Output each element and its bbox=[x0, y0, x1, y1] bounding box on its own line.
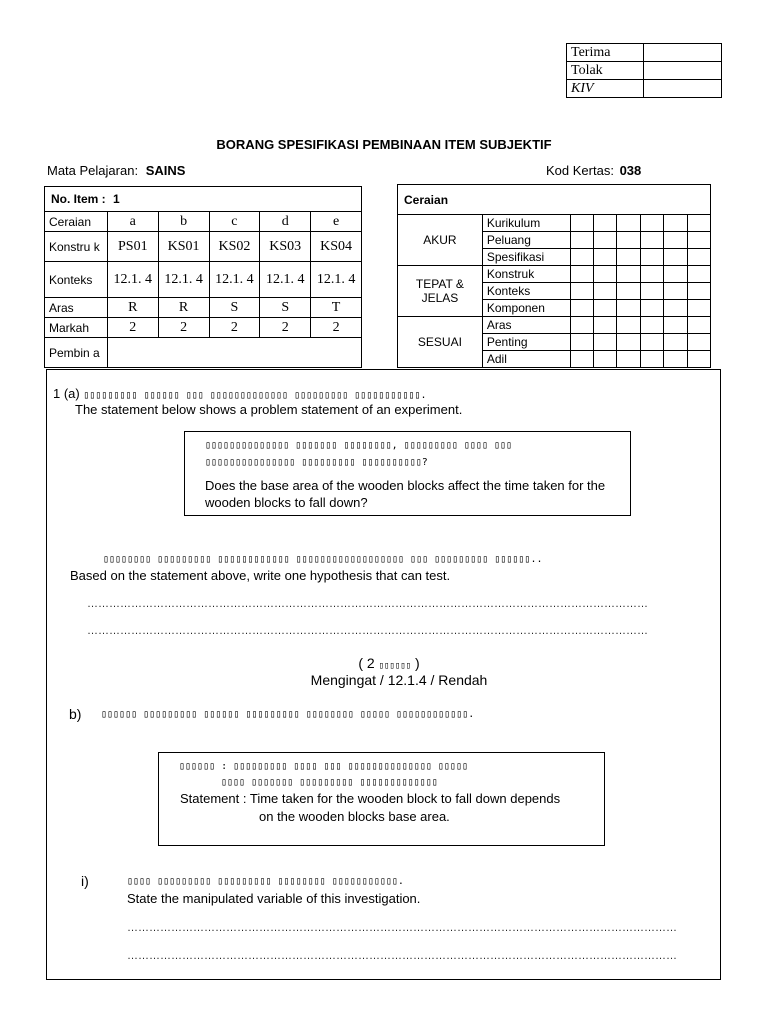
problem-statement-english: Does the base area of the wooden blocks affect the time taken for the wooden blocks to fall down? bbox=[205, 478, 606, 510]
check-cell[interactable] bbox=[664, 266, 687, 283]
check-cell[interactable] bbox=[617, 317, 640, 334]
status-label: Terima bbox=[567, 44, 644, 62]
status-label: Tolak bbox=[567, 62, 644, 80]
row-label: Pembin a bbox=[45, 338, 108, 368]
table-cell: 2 bbox=[311, 318, 362, 338]
statement-box bbox=[158, 752, 605, 846]
check-cell[interactable] bbox=[617, 283, 640, 300]
check-cell[interactable] bbox=[640, 283, 663, 300]
row-label: Markah bbox=[45, 318, 108, 338]
table-cell: d bbox=[260, 212, 311, 232]
criterion-label: Adil bbox=[482, 351, 570, 368]
table-cell: T bbox=[311, 298, 362, 318]
table-cell: S bbox=[209, 298, 260, 318]
status-value-field[interactable] bbox=[644, 80, 722, 98]
table-cell: 12.1. 4 bbox=[260, 262, 311, 298]
row-label: Aras bbox=[45, 298, 108, 318]
criterion-label: Spesifikasi bbox=[482, 249, 570, 266]
check-cell[interactable] bbox=[687, 232, 710, 249]
table-cell: R bbox=[107, 298, 158, 318]
check-cell[interactable] bbox=[570, 215, 593, 232]
statement-malay-2: ▯▯▯▯ ▯▯▯▯▯▯▯ ▯▯▯▯▯▯▯▯▯ ▯▯▯▯▯▯▯▯▯▯▯▯▯ bbox=[221, 777, 438, 788]
check-cell[interactable] bbox=[640, 351, 663, 368]
criteria-row bbox=[398, 215, 711, 232]
table-cell: 2 bbox=[260, 318, 311, 338]
check-cell[interactable] bbox=[640, 300, 663, 317]
ceraian-header-row bbox=[398, 185, 711, 215]
ceraian-criteria-table bbox=[397, 184, 711, 368]
check-cell[interactable] bbox=[664, 215, 687, 232]
check-cell[interactable] bbox=[570, 266, 593, 283]
item-number-value: 1 bbox=[113, 192, 120, 206]
table-cell: 12.1. 4 bbox=[311, 262, 362, 298]
paper-code-value: 038 bbox=[619, 163, 642, 178]
criteria-row bbox=[398, 317, 711, 334]
status-box bbox=[566, 43, 722, 98]
item-row-markah bbox=[45, 318, 362, 338]
criterion-label: Peluang bbox=[482, 232, 570, 249]
check-cell[interactable] bbox=[617, 266, 640, 283]
check-cell[interactable] bbox=[664, 283, 687, 300]
sub-question-i-label: i) bbox=[81, 873, 89, 889]
part-a-label: 1 (a) bbox=[53, 386, 80, 401]
check-cell[interactable] bbox=[570, 300, 593, 317]
check-cell[interactable] bbox=[617, 215, 640, 232]
check-cell[interactable] bbox=[570, 334, 593, 351]
status-value-field[interactable] bbox=[644, 62, 722, 80]
check-cell[interactable] bbox=[640, 266, 663, 283]
subject-value: SAINS bbox=[145, 163, 186, 178]
marks-close: ) bbox=[414, 655, 420, 671]
answer-line-2[interactable]: ……………………………………………………………………………………………………………………………………… bbox=[87, 625, 648, 637]
check-cell[interactable] bbox=[593, 300, 616, 317]
problem-statement-box bbox=[184, 431, 631, 516]
part-b-label: b) bbox=[69, 706, 82, 722]
row-label: Konstru k bbox=[45, 232, 108, 262]
check-cell[interactable] bbox=[640, 317, 663, 334]
item-row-aras bbox=[45, 298, 362, 318]
check-cell[interactable] bbox=[617, 334, 640, 351]
category-label: TEPAT & JELAS bbox=[415, 277, 464, 305]
check-cell[interactable] bbox=[570, 317, 593, 334]
check-cell[interactable] bbox=[593, 249, 616, 266]
table-cell: c bbox=[209, 212, 260, 232]
item-row-pembina bbox=[45, 338, 362, 368]
category-akur: AKUR bbox=[398, 215, 483, 266]
form-title: BORANG SPESIFIKASI PEMBINAAN ITEM SUBJEKTIF bbox=[216, 137, 552, 152]
check-cell[interactable] bbox=[664, 317, 687, 334]
table-cell: e bbox=[311, 212, 362, 232]
check-cell[interactable] bbox=[617, 300, 640, 317]
check-cell[interactable] bbox=[640, 334, 663, 351]
check-cell[interactable] bbox=[687, 334, 710, 351]
check-cell[interactable] bbox=[570, 232, 593, 249]
criterion-label: Penting bbox=[482, 334, 570, 351]
status-label: KIV bbox=[567, 80, 644, 98]
check-cell[interactable] bbox=[617, 249, 640, 266]
check-cell[interactable] bbox=[617, 232, 640, 249]
table-cell: 2 bbox=[209, 318, 260, 338]
table-cell: S bbox=[260, 298, 311, 318]
item-number-row bbox=[45, 187, 362, 212]
subject-line bbox=[47, 163, 185, 178]
row-label: Ceraian bbox=[45, 212, 108, 232]
paper-code-line bbox=[546, 163, 641, 178]
check-cell[interactable] bbox=[617, 351, 640, 368]
criterion-label: Aras bbox=[482, 317, 570, 334]
criterion-label: Konstruk bbox=[482, 266, 570, 283]
table-cell: KS01 bbox=[158, 232, 209, 262]
table-cell: b bbox=[158, 212, 209, 232]
check-cell[interactable] bbox=[687, 215, 710, 232]
category-sesuai: SESUAI bbox=[398, 317, 483, 368]
check-cell[interactable] bbox=[664, 249, 687, 266]
table-cell: KS04 bbox=[311, 232, 362, 262]
check-cell[interactable] bbox=[687, 283, 710, 300]
check-cell[interactable] bbox=[664, 232, 687, 249]
item-number-label: No. Item : bbox=[51, 192, 106, 206]
table-cell: 12.1. 4 bbox=[158, 262, 209, 298]
check-cell[interactable] bbox=[664, 334, 687, 351]
problem-statement-malay-1: ▯▯▯▯▯▯▯▯▯▯▯▯▯▯ ▯▯▯▯▯▯▯ ▯▯▯▯▯▯▯▯, ▯▯▯▯▯▯▯▯▯ ▯▯▯▯ ▯▯▯ bbox=[205, 440, 513, 451]
check-cell[interactable] bbox=[593, 351, 616, 368]
table-cell: KS03 bbox=[260, 232, 311, 262]
marks-unit: ▯▯▯▯▯▯ bbox=[378, 661, 412, 671]
check-cell[interactable] bbox=[570, 283, 593, 300]
check-cell[interactable] bbox=[664, 300, 687, 317]
sub-question-i-malay: ▯▯▯▯ ▯▯▯▯▯▯▯▯▯ ▯▯▯▯▯▯▯▯▯ ▯▯▯▯▯▯▯▯ ▯▯▯▯▯▯▯▯▯▯▯. bbox=[127, 876, 404, 887]
item-row-konteks bbox=[45, 262, 362, 298]
table-cell: 2 bbox=[158, 318, 209, 338]
check-cell[interactable] bbox=[593, 334, 616, 351]
subject-label: Mata Pelajaran: bbox=[47, 163, 139, 178]
check-cell[interactable] bbox=[593, 215, 616, 232]
answer-line-4[interactable]: …………………………………………………………………………………………………………………………………… bbox=[127, 950, 677, 962]
check-cell[interactable] bbox=[570, 351, 593, 368]
check-cell[interactable] bbox=[570, 249, 593, 266]
check-cell[interactable] bbox=[687, 266, 710, 283]
check-cell[interactable] bbox=[640, 232, 663, 249]
table-cell: KS02 bbox=[209, 232, 260, 262]
statement-english-1: Statement : Time taken for the wooden block to fall down depends bbox=[180, 791, 561, 806]
item-row-konstruk bbox=[45, 232, 362, 262]
marks-open: ( 2 bbox=[358, 655, 375, 671]
check-cell[interactable] bbox=[687, 317, 710, 334]
criteria-row bbox=[398, 266, 711, 283]
criterion-label: Kurikulum bbox=[482, 215, 570, 232]
statement-english-2: on the wooden blocks base area. bbox=[259, 809, 450, 824]
builder-field[interactable] bbox=[107, 338, 361, 368]
table-cell: 2 bbox=[107, 318, 158, 338]
table-cell: 12.1. 4 bbox=[209, 262, 260, 298]
part-a-instruction-malay: ▯▯▯▯▯▯▯▯▯ ▯▯▯▯▯▯ ▯▯▯ ▯▯▯▯▯▯▯▯▯▯▯▯▯ ▯▯▯▯▯▯▯▯▯ ▯▯▯▯▯▯▯▯▯▯▯. bbox=[83, 390, 427, 401]
check-cell[interactable] bbox=[593, 283, 616, 300]
item-classification: Mengingat / 12.1.4 / Rendah bbox=[310, 672, 488, 688]
part-b-instruction-malay: ▯▯▯▯▯▯ ▯▯▯▯▯▯▯▯▯ ▯▯▯▯▯▯ ▯▯▯▯▯▯▯▯▯ ▯▯▯▯▯▯▯▯ ▯▯▯▯▯ ▯▯▯▯▯▯▯▯▯▯▯▯. bbox=[101, 709, 475, 720]
check-cell[interactable] bbox=[687, 300, 710, 317]
check-cell[interactable] bbox=[593, 317, 616, 334]
check-cell[interactable] bbox=[687, 249, 710, 266]
part-a-instruction: The statement below shows a problem statement of an experiment. bbox=[75, 402, 463, 417]
table-cell: R bbox=[158, 298, 209, 318]
status-row-terima bbox=[567, 44, 722, 62]
item-number-cell bbox=[45, 187, 362, 212]
item-spec-table bbox=[44, 186, 362, 368]
ceraian-title: Ceraian bbox=[398, 185, 711, 215]
hypothesis-instruction-malay: ▯▯▯▯▯▯▯▯ ▯▯▯▯▯▯▯▯▯ ▯▯▯▯▯▯▯▯▯▯▯▯ ▯▯▯▯▯▯▯▯▯▯▯▯▯▯▯▯▯▯ ▯▯▯ ▯▯▯▯▯▯▯▯▯ ▯▯▯▯▯▯.. bbox=[103, 554, 543, 565]
check-cell[interactable] bbox=[687, 351, 710, 368]
item-row-ceraian bbox=[45, 212, 362, 232]
check-cell[interactable] bbox=[593, 266, 616, 283]
sub-question-i-text: State the manipulated variable of this investigation. bbox=[127, 891, 421, 906]
answer-line-3[interactable]: …………………………………………………………………………………………………………………………………… bbox=[127, 922, 677, 934]
status-row-kiv bbox=[567, 80, 722, 98]
check-cell[interactable] bbox=[640, 215, 663, 232]
marks-line bbox=[0, 655, 768, 671]
table-cell: PS01 bbox=[107, 232, 158, 262]
hypothesis-instruction: Based on the statement above, write one hypothesis that can test. bbox=[70, 568, 451, 583]
criterion-label: Komponen bbox=[482, 300, 570, 317]
table-cell: a bbox=[107, 212, 158, 232]
paper-code-label: Kod Kertas: bbox=[546, 163, 614, 178]
check-cell[interactable] bbox=[640, 249, 663, 266]
status-row-tolak bbox=[567, 62, 722, 80]
row-label: Konteks bbox=[45, 262, 108, 298]
statement-malay-1: ▯▯▯▯▯▯ : ▯▯▯▯▯▯▯▯▯ ▯▯▯▯ ▯▯▯ ▯▯▯▯▯▯▯▯▯▯▯▯▯▯ ▯▯▯▯▯ bbox=[179, 761, 468, 772]
criterion-label: Konteks bbox=[482, 283, 570, 300]
check-cell[interactable] bbox=[593, 232, 616, 249]
check-cell[interactable] bbox=[664, 351, 687, 368]
status-value-field[interactable] bbox=[644, 44, 722, 62]
category-tepat-jelas bbox=[398, 266, 483, 317]
answer-line-1[interactable]: ……………………………………………………………………………………………………………………………………… bbox=[87, 598, 648, 610]
problem-statement-malay-2: ▯▯▯▯▯▯▯▯▯▯▯▯▯▯▯ ▯▯▯▯▯▯▯▯▯ ▯▯▯▯▯▯▯▯▯▯? bbox=[205, 457, 428, 468]
table-cell: 12.1. 4 bbox=[107, 262, 158, 298]
